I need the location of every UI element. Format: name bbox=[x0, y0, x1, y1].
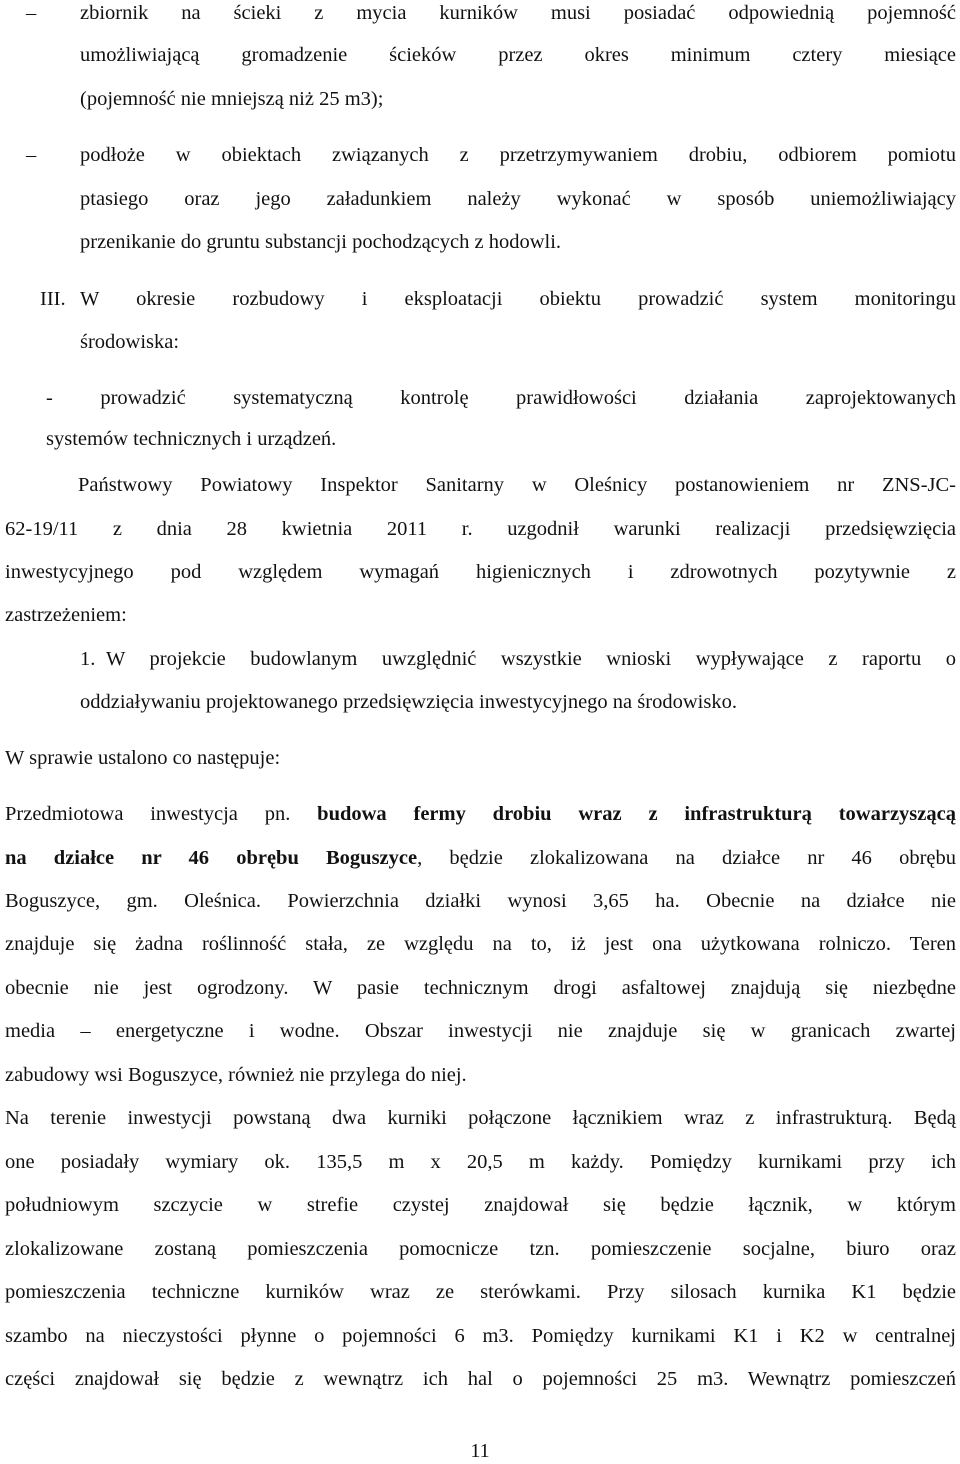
text-line: zlokalizowane zostaną pomieszczenia pomocnicze tzn. pomieszczenie socjalne, biuro oraz bbox=[5, 1238, 956, 1260]
text-line bbox=[5, 845, 956, 871]
text-line: Boguszyce, gm. Oleśnica. Powierzchnia działki wynosi 3,65 ha. Obecnie na działce nie bbox=[5, 890, 956, 912]
text-line: W okresie rozbudowy i eksploatacji obiektu prowadzić system monitoringu bbox=[80, 288, 956, 310]
text-line: zastrzeżeniem: bbox=[5, 604, 127, 626]
text-line: obecnie nie jest ogrodzony. W pasie technicznym drogi asfaltowej znajdują się niezbędne bbox=[5, 977, 956, 999]
text-line: inwestycyjnego pod względem wymagań higienicznych i zdrowotnych pozytywnie z bbox=[5, 561, 956, 583]
text-line: przenikanie do gruntu substancji pochodzących z hodowli. bbox=[80, 231, 562, 253]
text-line: 62-19/11 z dnia 28 kwietnia 2011 r. uzgodnił warunki realizacji przedsięwzięcia bbox=[5, 518, 956, 540]
section-heading: W sprawie ustalono co następuje: bbox=[5, 747, 281, 769]
text-span: Przedmiotowa inwestycja pn. bbox=[5, 803, 318, 825]
text-line: południowym szczycie w strefie czystej znajdował się będzie łącznik, w którym bbox=[5, 1194, 956, 1216]
text-line: (pojemność nie mniejszą niż 25 m3); bbox=[80, 88, 384, 110]
text-line: środowiska: bbox=[80, 331, 180, 353]
text-line: - prowadzić systematyczną kontrolę prawidłowości działania zaprojektowanych bbox=[46, 387, 956, 409]
text-line: umożliwiającą gromadzenie ścieków przez okres minimum cztery miesiące bbox=[80, 44, 956, 66]
text-line: zabudowy wsi Boguszyce, również nie przylega do niej. bbox=[5, 1064, 467, 1086]
page-number: 11 bbox=[470, 1440, 490, 1462]
text-line: części znajdował się będzie z wewnątrz ich hal o pojemności 25 m3. Wewnątrz pomieszczeń bbox=[5, 1368, 956, 1390]
bold-text: na działce nr 46 obrębu Boguszyce bbox=[5, 847, 418, 869]
text-line: zbiornik na ścieki z mycia kurników musi posiadać odpowiednią pojemność bbox=[80, 2, 956, 24]
section-numeral: III. bbox=[40, 288, 66, 310]
text-line: media – energetyczne i wodne. Obszar inwestycji nie znajduje się w granicach zwartej bbox=[5, 1020, 956, 1042]
text-line: Na terenie inwestycji powstaną dwa kurniki połączone łącznikiem wraz z infrastrukturą. Będą bbox=[5, 1107, 956, 1129]
text-line: systemów technicznych i urządzeń. bbox=[46, 428, 337, 450]
text-line: oddziaływaniu projektowanego przedsięwzięcia inwestycyjnego na środowisko. bbox=[80, 691, 737, 713]
text-line: szambo na nieczystości płynne o pojemności 6 m3. Pomiędzy kurnikami K1 i K2 w centralnej bbox=[5, 1325, 956, 1347]
text-line: W projekcie budowlanym uwzględnić wszystkie wnioski wypływające z raportu o bbox=[106, 648, 956, 670]
text-line bbox=[5, 801, 956, 827]
bold-text: budowa fermy drobiu wraz z infrastrukturą towarzyszącą bbox=[317, 803, 956, 825]
text-line: znajduje się żadna roślinność stała, ze względu na to, iż jest ona użytkowana rolniczo. Teren bbox=[5, 933, 956, 955]
text-line: podłoże w obiektach związanych z przetrzymywaniem drobiu, odbiorem pomiotu bbox=[80, 144, 956, 166]
text-span: , będzie zlokalizowana na działce nr 46 obrębu bbox=[417, 847, 956, 869]
text-line: ptasiego oraz jego załadunkiem należy wykonać w sposób uniemożliwiający bbox=[80, 188, 956, 210]
item-number: 1. bbox=[80, 648, 96, 670]
text-line: Państwowy Powiatowy Inspektor Sanitarny w Oleśnicy postanowieniem nr ZNS-JC- bbox=[78, 474, 956, 496]
bullet-dash: – bbox=[26, 2, 37, 24]
bullet-dash: – bbox=[26, 144, 37, 166]
text-line: pomieszczenia techniczne kurników wraz ze sterówkami. Przy silosach kurnika K1 będzie bbox=[5, 1281, 956, 1303]
text-line: one posiadały wymiary ok. 135,5 m x 20,5 m każdy. Pomiędzy kurnikami przy ich bbox=[5, 1151, 956, 1173]
